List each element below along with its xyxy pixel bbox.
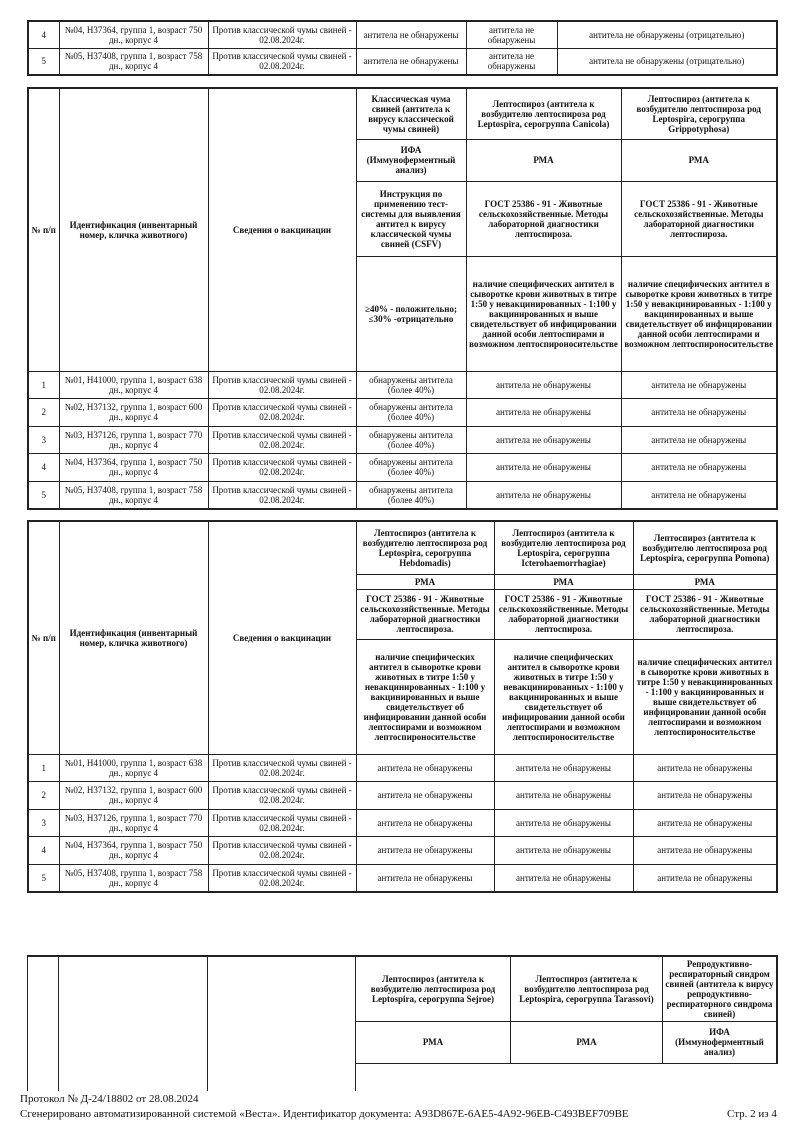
- result: антитела не обнаружены: [621, 371, 777, 399]
- vaccination-info: Против классической чумы свиней - 02.08.2024г.: [208, 864, 356, 892]
- animal-id: №04, Н37364, группа 1, возраст 750 дн., корпус 4: [59, 21, 208, 48]
- result: антитела не обнаружены: [466, 454, 621, 482]
- table-row: [28, 426, 777, 454]
- header-test: Лептоспироз (антитела к возбудителю лептоспироза род Leptospira, серогруппа Pomona): [633, 521, 777, 574]
- empty-cell: [356, 1063, 778, 1091]
- result: антитела не обнаружены: [356, 809, 494, 837]
- result: антитела не обнаружены: [494, 754, 633, 782]
- vaccination-info: Против классической чумы свиней - 02.08.2024г.: [208, 782, 356, 810]
- result: антитела не обнаружены: [633, 864, 777, 892]
- method: РМА: [356, 574, 494, 589]
- result: антитела не обнаружены: [633, 809, 777, 837]
- result: антитела не обнаружены: [633, 837, 777, 865]
- result: антитела не обнаружены: [621, 481, 777, 509]
- vaccination-info: Против классической чумы свиней - 02.08.2024г.: [208, 371, 356, 399]
- result: антитела не обнаружены: [466, 426, 621, 454]
- animal-id: №05, Н37408, группа 1, возраст 758 дн., корпус 4: [59, 481, 208, 509]
- result: антитела не обнаружены (отрицательно): [557, 21, 777, 48]
- header-vacc: [208, 956, 356, 1091]
- result: обнаружены антитела (более 40%): [356, 399, 466, 427]
- row-number: 3: [28, 809, 59, 837]
- table-row: [28, 454, 777, 482]
- table-row: [28, 21, 777, 48]
- animal-id: №02, Н37132, группа 1, возраст 600 дн., корпус 4: [59, 399, 208, 427]
- method: РМА: [466, 139, 621, 181]
- row-number: 2: [28, 399, 59, 427]
- result: антитела не обнаружены: [356, 754, 494, 782]
- method: ИФА (Иммуноферментный анализ): [663, 1021, 778, 1063]
- header-test: Классическая чума свиней (антитела к вирусу классической чумы свиней): [356, 88, 466, 139]
- animal-id: №01, Н41000, группа 1, возраст 638 дн., корпус 4: [59, 754, 208, 782]
- result: обнаружены антитела (более 40%): [356, 426, 466, 454]
- animal-id: №01, Н41000, группа 1, возраст 638 дн., корпус 4: [59, 371, 208, 399]
- animal-id: №02, Н37132, группа 1, возраст 600 дн., корпус 4: [59, 782, 208, 810]
- table-row: [28, 481, 777, 509]
- header-test: Лептоспироз (антитела к возбудителю лептоспироза род Leptospira, серогруппа Sejroe): [356, 956, 511, 1021]
- result: антитела не обнаружены: [494, 809, 633, 837]
- protocol-number: Протокол № Д-24/18802 от 28.08.2024: [20, 1093, 199, 1105]
- result: антитела не обнаружены: [356, 864, 494, 892]
- page-number: Стр. 2 из 4: [727, 1108, 777, 1120]
- result: обнаружены антитела (более 40%): [356, 454, 466, 482]
- vaccination-info: Против классической чумы свиней - 02.08.2024г.: [208, 399, 356, 427]
- vaccination-info: Против классической чумы свиней - 02.08.2024г.: [208, 754, 356, 782]
- table-row: [28, 864, 777, 892]
- row-number: 4: [28, 21, 59, 48]
- result: антитела не обнаружены: [466, 399, 621, 427]
- result: антитела не обнаружены: [466, 371, 621, 399]
- results-table-sejroe-tarassovi-prrs: [27, 955, 778, 1091]
- criteria: наличие специфических антител в сыворотке крови животных в титре 1:50 у невакцинированных - 1:100 у вакцинированных и выше свидетельствует об инфицировании данной особи лептоспирами и возможном лептоспироносительстве: [621, 256, 777, 371]
- table-row: [28, 782, 777, 810]
- result: антитела не обнаружены: [621, 399, 777, 427]
- standard: ГОСТ 25386 - 91 - Животные сельскохозяйственные. Методы лабораторной диагностики лептоспироза.: [633, 589, 777, 639]
- header-test: Репродуктивно-респираторный синдром свиней (антитела к вирусу репродуктивно-респираторного синдрома свиней): [663, 956, 778, 1021]
- row-number: 1: [28, 754, 59, 782]
- header-vacc: Сведения о вакцинации: [208, 88, 356, 371]
- standard: Инструкция по применению тест-системы для выявления антител к вирусу классической чумы свиней (CSFV): [356, 181, 466, 256]
- table-row: [28, 48, 777, 75]
- result: антитела не обнаружены: [494, 837, 633, 865]
- header-num: № п/п: [28, 521, 59, 754]
- method: ИФА (Иммуноферментный анализ): [356, 139, 466, 181]
- standard: ГОСТ 25386 - 91 - Животные сельскохозяйственные. Методы лабораторной диагностики лептоспироза.: [621, 181, 777, 256]
- animal-id: №05, Н37408, группа 1, возраст 758 дн., корпус 4: [59, 48, 208, 75]
- method: РМА: [494, 574, 633, 589]
- result: антитела не обнаружены: [494, 782, 633, 810]
- header-num: [28, 956, 59, 1091]
- row-number: 1: [28, 371, 59, 399]
- header-test: Лептоспироз (антитела к возбудителю лептоспироза род Leptospira, серогруппа Tarassovi): [511, 956, 663, 1021]
- animal-id: №03, Н37126, группа 1, возраст 770 дн., корпус 4: [59, 426, 208, 454]
- result: антитела не обнаружены: [621, 426, 777, 454]
- vaccination-info: Против классической чумы свиней - 02.08.2024г.: [208, 809, 356, 837]
- result: антитела не обнаружены: [633, 782, 777, 810]
- row-number: 3: [28, 426, 59, 454]
- result: обнаружены антитела (более 40%): [356, 481, 466, 509]
- results-table-continued: [27, 20, 778, 76]
- result: антитела не обнаружены: [466, 21, 557, 48]
- result: антитела не обнаружены: [356, 837, 494, 865]
- table-row: [28, 371, 777, 399]
- table-row: [28, 399, 777, 427]
- method: РМА: [511, 1021, 663, 1063]
- vaccination-info: Против классической чумы свиней - 02.08.2024г.: [208, 426, 356, 454]
- result: антитела не обнаружены: [356, 21, 466, 48]
- vaccination-info: Против классической чумы свиней - 02.08.2024г.: [208, 454, 356, 482]
- criteria: наличие специфических антител в сыворотке крови животных в титре 1:50 у невакцинированных - 1:100 у вакцинированных и выше свидетельствует об инфицировании данной особи лептоспирами и возможном лептоспироносительстве: [494, 639, 633, 754]
- header-ident: Идентификация (инвентарный номер, кличка животного): [59, 88, 208, 371]
- header-ident: Идентификация (инвентарный номер, кличка животного): [59, 521, 208, 754]
- animal-id: №05, Н37408, группа 1, возраст 758 дн., корпус 4: [59, 864, 208, 892]
- header-ident: [59, 956, 208, 1091]
- generated-note: Сгенерировано автоматизированной системой «Веста». Идентификатор документа: A93D867E-6AE5-4A92-96EB-C493BEF709BE: [20, 1108, 629, 1120]
- method: РМА: [621, 139, 777, 181]
- row-number: 5: [28, 481, 59, 509]
- results-table-leptospirosis-2: [27, 520, 778, 893]
- header-test: Лептоспироз (антитела к возбудителю лептоспироза род Leptospira, серогруппа Grippotyphosa): [621, 88, 777, 139]
- result: обнаружены антитела (более 40%): [356, 371, 466, 399]
- vaccination-info: Против классической чумы свиней - 02.08.2024г.: [208, 837, 356, 865]
- animal-id: №04, Н37364, группа 1, возраст 750 дн., корпус 4: [59, 454, 208, 482]
- result: антитела не обнаружены: [633, 754, 777, 782]
- method: РМА: [356, 1021, 511, 1063]
- criteria: наличие специфических антител в сыворотке крови животных в титре 1:50 у невакцинированных - 1:100 у вакцинированных и выше свидетельствует об инфицировании данной особи лептоспирами и возможном лептоспироносительстве: [466, 256, 621, 371]
- criteria: наличие специфических антител в сыворотке крови животных в титре 1:50 у невакцинированных - 1:100 у вакцинированных и выше свидетельствует об инфицировании данной особи лептоспирами и возможном лептоспироносительстве: [356, 639, 494, 754]
- row-number: 5: [28, 48, 59, 75]
- criteria: ≥40% - положительно; ≤30% -отрицательно: [356, 256, 466, 371]
- method: РМА: [633, 574, 777, 589]
- result: антитела не обнаружены: [466, 48, 557, 75]
- row-number: 5: [28, 864, 59, 892]
- animal-id: №03, Н37126, группа 1, возраст 770 дн., корпус 4: [59, 809, 208, 837]
- result: антитела не обнаружены: [494, 864, 633, 892]
- row-number: 2: [28, 782, 59, 810]
- table-row: [28, 754, 777, 782]
- standard: ГОСТ 25386 - 91 - Животные сельскохозяйственные. Методы лабораторной диагностики лептоспироза.: [466, 181, 621, 256]
- header-num: № п/п: [28, 88, 59, 371]
- table-row: [28, 809, 777, 837]
- vaccination-info: Против классической чумы свиней - 02.08.2024г.: [208, 48, 356, 75]
- criteria: наличие специфических антител в сыворотке крови животных в титре 1:50 у невакцинированных - 1:100 у вакцинированных и выше свидетельствует об инфицировании данной особи лептоспирами и возможном лептоспироносительстве: [633, 639, 777, 754]
- vaccination-info: Против классической чумы свиней - 02.08.2024г.: [208, 481, 356, 509]
- result: антитела не обнаружены: [356, 782, 494, 810]
- vaccination-info: Против классической чумы свиней - 02.08.2024г.: [208, 21, 356, 48]
- animal-id: №04, Н37364, группа 1, возраст 750 дн., корпус 4: [59, 837, 208, 865]
- results-table-csf-leptospirosis: [27, 87, 778, 510]
- row-number: 4: [28, 454, 59, 482]
- table-row: [28, 837, 777, 865]
- standard: ГОСТ 25386 - 91 - Животные сельскохозяйственные. Методы лабораторной диагностики лептоспироза.: [356, 589, 494, 639]
- result: антитела не обнаружены: [466, 481, 621, 509]
- header-test: Лептоспироз (антитела к возбудителю лептоспироза род Leptospira, серогруппа Icterohaemorrhagiae): [494, 521, 633, 574]
- result: антитела не обнаружены: [621, 454, 777, 482]
- header-test: Лептоспироз (антитела к возбудителю лептоспироза род Leptospira, серогруппа Canicola): [466, 88, 621, 139]
- row-number: 4: [28, 837, 59, 865]
- result: антитела не обнаружены (отрицательно): [557, 48, 777, 75]
- result: антитела не обнаружены: [356, 48, 466, 75]
- header-test: Лептоспироз (антитела к возбудителю лептоспироза род Leptospira, серогруппа Hebdomadis): [356, 521, 494, 574]
- standard: ГОСТ 25386 - 91 - Животные сельскохозяйственные. Методы лабораторной диагностики лептоспироза.: [494, 589, 633, 639]
- header-vacc: Сведения о вакцинации: [208, 521, 356, 754]
